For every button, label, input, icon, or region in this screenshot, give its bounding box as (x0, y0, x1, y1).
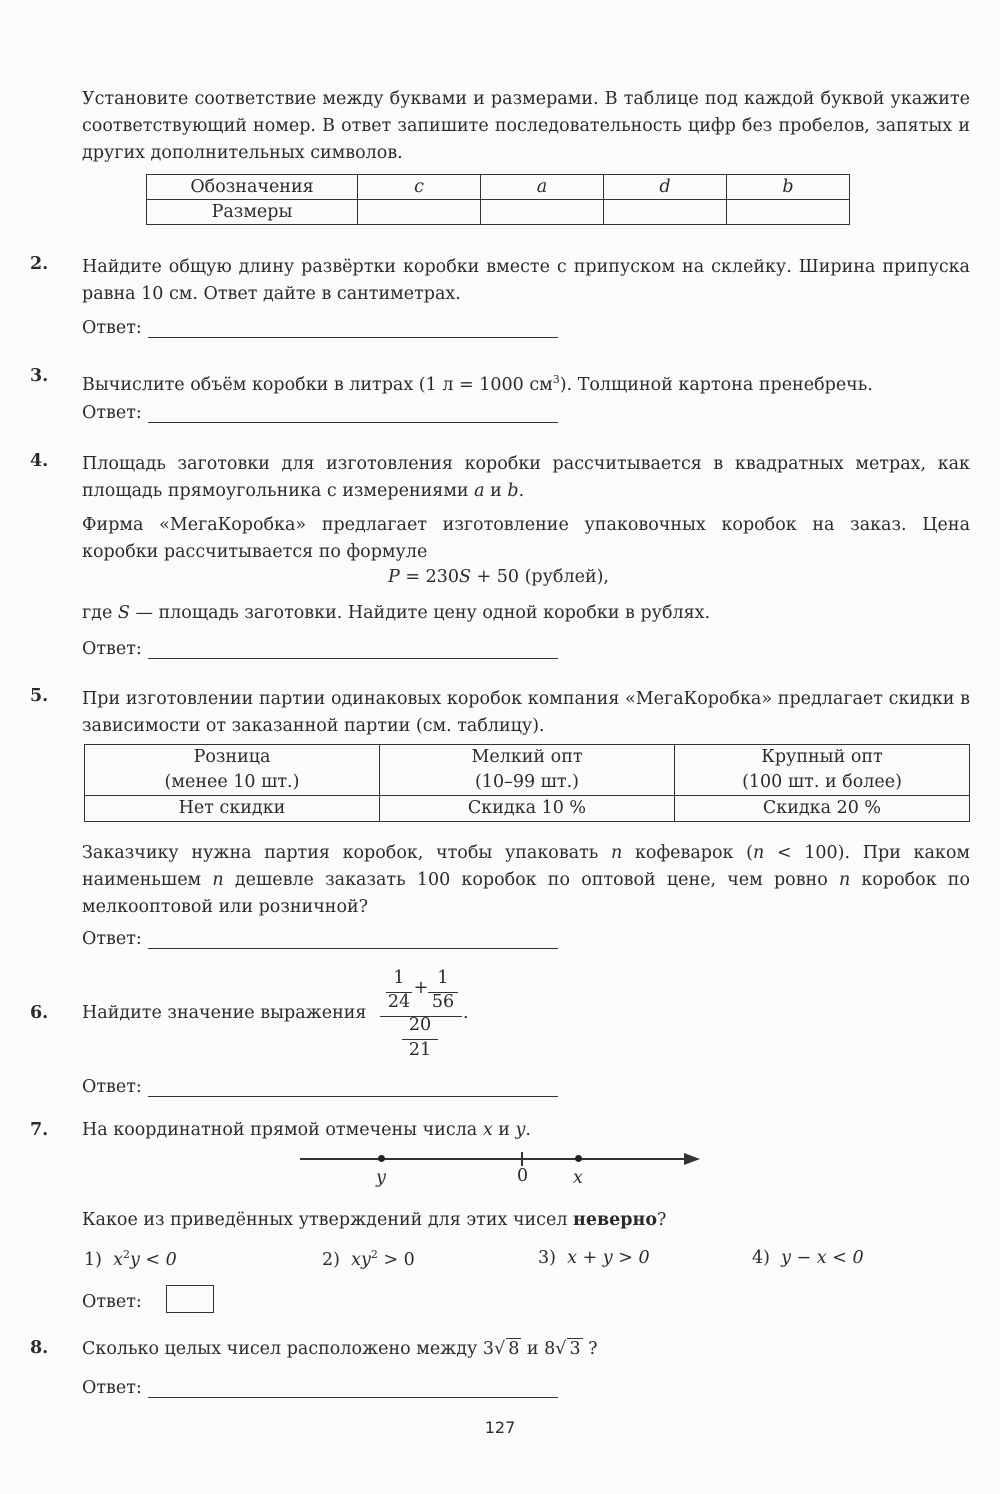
letter-cell: a (481, 175, 604, 200)
table-header: Мелкий опт (10–99 шт.) (380, 745, 675, 796)
letter-cell: c (358, 175, 481, 200)
numerator: 1 (437, 968, 449, 988)
question-number: 7. (30, 1120, 49, 1140)
answer-cell[interactable] (727, 200, 850, 225)
letters-table (146, 174, 850, 225)
question-number: 3. (30, 366, 49, 386)
answer-label: Ответ: (82, 403, 142, 423)
letter-cell: d (604, 175, 727, 200)
label-y: y (376, 1168, 386, 1188)
table-header: Розница (менее 10 шт.) (85, 745, 380, 796)
answer-label: Ответ: (82, 1077, 142, 1097)
question-number: 5. (30, 686, 49, 706)
plus-sign: + (413, 978, 429, 998)
answer-box[interactable] (166, 1285, 214, 1313)
table-row-label: Размеры (147, 200, 358, 225)
label-x: x (573, 1168, 583, 1188)
period: . (463, 1003, 469, 1023)
denominator: 24 (387, 992, 411, 1012)
price-formula: P = 230S + 50 (рублей), (388, 567, 609, 587)
answer-field[interactable] (148, 336, 558, 338)
answer-label: Ответ: (82, 929, 142, 949)
answer-label: Ответ: (82, 639, 142, 659)
answer-label: Ответ: (82, 1378, 142, 1398)
answer-label: Ответ: (82, 1292, 142, 1312)
question-4-text: Площадь заготовки для изготовления коробки рассчитывается в квадратных метрах, как площадь прямоугольника с измерениями a и b. (82, 454, 970, 501)
denominator: 21 (408, 1040, 432, 1060)
table-header: Крупный опт (100 шт. и более) (675, 745, 970, 796)
label-zero: 0 (517, 1166, 529, 1186)
answer-field[interactable] (148, 1396, 558, 1398)
question-number: 8. (30, 1338, 49, 1358)
question-8-text: Сколько целых чисел расположено между 3√ 8 и 8√ 3 ? (82, 1339, 598, 1359)
question-7-prompt: Какое из приведённых утверждений для этих чисел неверно? (82, 1210, 667, 1230)
page-number: 127 (484, 1418, 516, 1437)
arrow-icon (684, 1153, 700, 1165)
intro-text: Установите соответствие между буквами и размерами. В таблице под каждой буквой укажите соответствующий номер. В ответ запишите последовательность цифр без пробелов, запятых и других дополнительных символов. (82, 89, 970, 163)
question-2-text: Найдите общую длину развёртки коробки вместе с припуском на склейку. Ширина припуска равна 10 см. Ответ дайте в сантиметрах. (82, 257, 970, 304)
table-cell: Скидка 10 % (380, 796, 675, 822)
question-number: 4. (30, 451, 49, 471)
answer-cell[interactable] (481, 200, 604, 225)
letter-cell: b (727, 175, 850, 200)
question-4-task: где S — площадь заготовки. Найдите цену одной коробки в рублях. (82, 603, 711, 623)
point-x (575, 1155, 582, 1162)
answer-label: Ответ: (82, 318, 142, 338)
question-7-text: На координатной прямой отмечены числа x и y. (82, 1120, 531, 1140)
numerator: 1 (393, 968, 405, 988)
option-1[interactable]: 1) $x^2y < 0$ (84, 1248, 177, 1270)
zero-tick (521, 1152, 523, 1166)
question-5-text: При изготовлении партии одинаковых коробок компания «МегаКоробка» предлагает скидки в зависимости от заказанной партии (см. таблицу). (82, 689, 970, 736)
question-number: 2. (30, 254, 49, 274)
table-cell: Скидка 20 % (675, 796, 970, 822)
answer-cell[interactable] (604, 200, 727, 225)
discount-table (84, 744, 970, 822)
answer-field[interactable] (148, 657, 558, 659)
question-5-task: Заказчику нужна партия коробок, чтобы упаковать n кофеварок (n < 100). При каком наименьшем n дешевле заказать 100 коробок по оптовой цене, чем ровно n коробок по мелкооптовой или розничной? (82, 843, 971, 917)
number-line (300, 1158, 688, 1160)
option-4[interactable]: 4) y − x < 0 (752, 1248, 864, 1268)
answer-field[interactable] (148, 1095, 558, 1097)
table-cell: Нет скидки (85, 796, 380, 822)
answer-field[interactable] (148, 421, 558, 423)
point-y (378, 1155, 385, 1162)
table-header-label: Обозначения (147, 175, 358, 200)
option-2[interactable]: 2) $xy^2 > 0$ (322, 1248, 415, 1270)
option-3[interactable]: 3) x + y > 0 (538, 1248, 650, 1268)
answer-field[interactable] (148, 947, 558, 949)
question-4-description: Фирма «МегаКоробка» предлагает изготовление упаковочных коробок на заказ. Цена коробки рассчитывается по формуле (82, 515, 970, 562)
question-number: 6. (30, 1003, 49, 1023)
question-6-text: Найдите значение выражения (82, 1003, 367, 1023)
question-3-text: Вычислите объём коробки в литрах (1 л = 1000 $см^3$). Толщиной картона пренебречь. (82, 373, 873, 395)
answer-cell[interactable] (358, 200, 481, 225)
denominator: 56 (431, 992, 455, 1012)
numerator: 20 (408, 1015, 432, 1035)
